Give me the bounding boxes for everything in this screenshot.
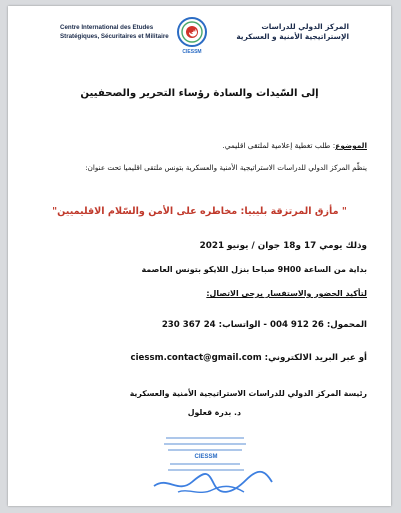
org-fr-line-1: Centre International des Etudes bbox=[60, 24, 154, 31]
subject-line bbox=[222, 141, 367, 150]
contact-title: لتأكيد الحضور والاستفسار يرجى الاتصال: bbox=[206, 289, 367, 298]
mobile-label: المحمول: bbox=[326, 320, 367, 330]
subject-text: : طلب تغطية إعلامية لملتقى اقليمي. bbox=[222, 141, 336, 150]
subject-label: الموضوع bbox=[335, 141, 367, 150]
document-page bbox=[8, 6, 391, 506]
event-title: " مأزق المرتزقة بليبيا: مخاطره على الأمن والسّلام الاقليميين" bbox=[52, 206, 347, 217]
whatsapp-label: - الواتساب: bbox=[218, 320, 267, 330]
org-ar-line-1: المركز الدولي للدراسات bbox=[261, 22, 349, 31]
email-label: أو عبر البريد الالكتروني: bbox=[264, 353, 367, 363]
stamp-label: CIESSM bbox=[194, 454, 218, 460]
signature-organization: رئيسة المركز الدولي للدراسات الاستراتيجية الأمنية والعسكرية bbox=[129, 389, 367, 398]
org-ar-line-2: الإستراتيجية الأمنية و العسكرية bbox=[236, 31, 349, 41]
phone-line bbox=[162, 320, 367, 330]
mobile-number[interactable]: 004 912 26 bbox=[270, 320, 324, 330]
whatsapp-number[interactable]: 230 367 24 bbox=[161, 320, 216, 330]
intro-paragraph: ينظّم المركز الدولي للدراسات الاستراتيجية الأمنية والعسكرية بتونس ملتقى اقليميا تحت عنوان: bbox=[85, 163, 367, 172]
org-name-french bbox=[60, 24, 180, 41]
venue-text: صباحا بنزل اللايكو بتونس العاصمة bbox=[141, 265, 275, 274]
email-link[interactable]: ciessm.contact@gmail.com bbox=[130, 353, 262, 363]
time-venue-line bbox=[141, 265, 367, 274]
org-fr-line-2: Stratégiques, Sécuritaires et Militaire bbox=[60, 32, 169, 40]
time-value: 9H00 bbox=[277, 265, 302, 274]
org-logo bbox=[172, 14, 212, 56]
signature-name: د. بدرة قعلول bbox=[187, 408, 241, 417]
logo-text: CIESSM bbox=[182, 49, 202, 55]
email-line bbox=[131, 353, 367, 363]
letter-title: إلى السّيدات والسادة رؤساء التحرير والصحفيين bbox=[80, 88, 319, 99]
date-line: وذلك يومي 17 و18 جوان / يونيو 2021 bbox=[199, 241, 367, 251]
time-prefix: بداية من الساعة bbox=[303, 265, 367, 274]
org-name-arabic bbox=[229, 22, 349, 41]
official-stamp bbox=[148, 424, 278, 502]
